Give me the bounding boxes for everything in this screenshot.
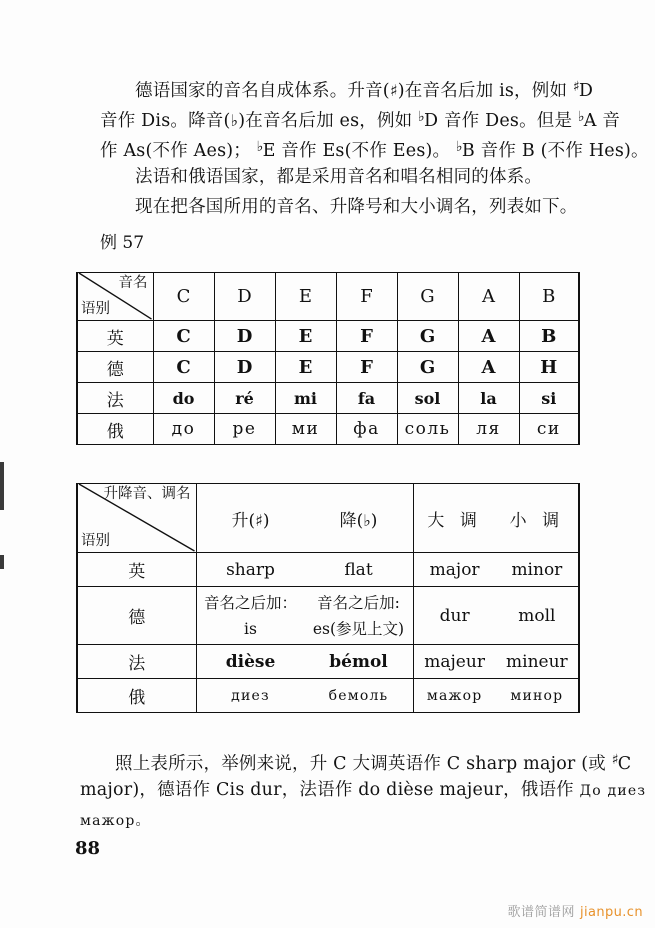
flat-term: bémol bbox=[329, 651, 388, 672]
table-cell: B bbox=[519, 273, 579, 321]
sharp-term-line1: 音名之后加： bbox=[203, 593, 297, 612]
table-cell: fa bbox=[336, 383, 397, 414]
flat-accidental-icon: ♭ bbox=[418, 109, 425, 125]
closing-line-2 bbox=[80, 775, 646, 805]
intro-line-2-text-d: A 音 bbox=[583, 111, 621, 131]
key-header-cell bbox=[413, 484, 579, 553]
flat-accidental-icon-2: ♭ bbox=[577, 109, 585, 125]
corner-label-language: 语别 bbox=[81, 301, 110, 317]
table-row bbox=[77, 352, 579, 383]
table-cell: G bbox=[397, 321, 458, 352]
major-term: majeur bbox=[424, 651, 485, 672]
sharp-header-text-b: ) bbox=[262, 510, 270, 531]
table-cell: B bbox=[519, 321, 579, 352]
table-cell: H bbox=[519, 352, 579, 383]
note-names-table bbox=[76, 272, 580, 445]
flat-term: flat bbox=[344, 559, 373, 580]
sharp-header-label bbox=[197, 506, 305, 531]
sharp-term-line2: is bbox=[244, 619, 257, 638]
table-cell: la bbox=[458, 383, 519, 414]
intro-paragraph bbox=[100, 72, 649, 222]
scan-edge-artifact bbox=[0, 555, 4, 569]
minor-term: moll bbox=[518, 605, 556, 626]
table-row bbox=[77, 587, 579, 645]
table-cell: F bbox=[336, 352, 397, 383]
table-cell: E bbox=[275, 321, 336, 352]
intro-line-1 bbox=[100, 72, 649, 102]
accidental-cell bbox=[196, 645, 413, 679]
corner-label-language: 语别 bbox=[81, 533, 110, 549]
site-watermark bbox=[507, 901, 643, 920]
sharp-header-text-a: 升( bbox=[231, 510, 256, 531]
example-label: 例 57 bbox=[100, 233, 145, 253]
row-language-label: 俄 bbox=[77, 679, 196, 713]
table-cell: си bbox=[519, 414, 579, 445]
intro-line-2 bbox=[100, 102, 649, 132]
key-cell bbox=[413, 645, 579, 679]
flat-term-line1: 音名之后加: bbox=[317, 593, 400, 612]
table-cell: D bbox=[214, 352, 275, 383]
table-row bbox=[77, 553, 579, 587]
table-row bbox=[77, 321, 579, 352]
table-cell: ля bbox=[458, 414, 519, 445]
table-cell: mi bbox=[275, 383, 336, 414]
table-cell: C bbox=[153, 321, 214, 352]
row-language-label: 德 bbox=[77, 352, 153, 383]
table-cell: G bbox=[397, 273, 458, 321]
row-language-label: 德 bbox=[77, 587, 196, 645]
page-number: 88 bbox=[75, 838, 101, 859]
table-cell: E bbox=[275, 273, 336, 321]
table-cell: do bbox=[153, 383, 214, 414]
flat-symbol-icon: ♭ bbox=[363, 510, 371, 530]
minor-term: minor bbox=[511, 559, 563, 580]
closing-line-2-russian: До диез bbox=[579, 783, 647, 799]
table-row bbox=[77, 383, 579, 414]
table-cell: D bbox=[214, 273, 275, 321]
accidental-cell bbox=[196, 553, 413, 587]
table1-corner-header bbox=[77, 273, 153, 321]
closing-line-3-russian: мажор。 bbox=[80, 813, 151, 829]
intro-line-1-text-a: 德语国家的音名自成体系。升音( bbox=[135, 81, 390, 101]
accidentals-keys-table bbox=[76, 483, 580, 713]
table-cell: ré bbox=[214, 383, 275, 414]
intro-line-3-text-c: B 音作 B (不作 Hes)。 bbox=[461, 141, 649, 161]
table-row bbox=[77, 645, 579, 679]
key-cell bbox=[413, 553, 579, 587]
row-language-label: 英 bbox=[77, 321, 153, 352]
intro-line-5: 现在把各国所用的音名、升降号和大小调名，列表如下。 bbox=[135, 197, 578, 217]
watermark-site-name: 歌谱简谱网 bbox=[507, 905, 575, 920]
closing-line-2-text: major)，德语作 Cis dur，法语作 do dièse majeur，俄语作 bbox=[80, 780, 580, 800]
minor-header-label: 小 调 bbox=[509, 510, 565, 531]
accidental-cell bbox=[196, 679, 413, 713]
row-language-label: 俄 bbox=[77, 414, 153, 445]
intro-line-3-text-b: E 音作 Es(不作 Ees)。 bbox=[262, 141, 457, 161]
sharp-symbol-icon: ♯ bbox=[255, 510, 263, 530]
sharp-symbol: ♯ bbox=[389, 81, 398, 100]
table-row bbox=[77, 414, 579, 445]
minor-term: минор bbox=[510, 687, 564, 704]
key-cell bbox=[413, 587, 579, 645]
major-term: dur bbox=[439, 605, 470, 626]
key-cell bbox=[413, 679, 579, 713]
closing-line-1-text: 照上表所示，举例来说，升 C 大调英语作 C sharp major (或 bbox=[115, 754, 612, 774]
flat-term: бемоль bbox=[328, 687, 389, 704]
row-language-label: 法 bbox=[77, 383, 153, 414]
flat-term-line2: es(参见上文) bbox=[312, 619, 405, 638]
accidental-line-2 bbox=[197, 616, 413, 642]
minor-term: mineur bbox=[506, 651, 568, 672]
table-cell: sol bbox=[397, 383, 458, 414]
closing-line-3 bbox=[80, 805, 646, 835]
intro-line-3 bbox=[100, 132, 649, 162]
table-cell: G bbox=[397, 352, 458, 383]
major-term: мажор bbox=[426, 687, 483, 704]
table-row bbox=[77, 679, 579, 713]
flat-header-text-a: 降( bbox=[339, 510, 364, 531]
sharp-term: sharp bbox=[226, 559, 275, 580]
table2-corner-header bbox=[77, 484, 196, 553]
table-cell: E bbox=[275, 352, 336, 383]
table-cell: ми bbox=[275, 414, 336, 445]
row-language-label: 英 bbox=[77, 553, 196, 587]
sharp-accidental-icon: ♯ bbox=[572, 79, 580, 95]
intro-line-2-text-a: 音作 Dis。降音( bbox=[100, 111, 231, 131]
table-cell: F bbox=[336, 321, 397, 352]
accidental-cell bbox=[196, 587, 413, 645]
row-language-label: 法 bbox=[77, 645, 196, 679]
intro-line-2-text-c: D 音作 Des。但是 bbox=[423, 111, 578, 131]
flat-accidental-icon-4: ♭ bbox=[456, 139, 463, 155]
table-cell: C bbox=[153, 352, 214, 383]
closing-line-1 bbox=[80, 745, 646, 775]
closing-paragraph bbox=[80, 745, 646, 835]
intro-line-3-text-a: 作 As(不作 Aes)； bbox=[100, 141, 257, 161]
intro-line-1-text-b: )在音名后加 is，例如 bbox=[397, 81, 573, 101]
table-cell: до bbox=[153, 414, 214, 445]
corner-label-category: 升降音、调名 bbox=[103, 486, 191, 502]
table-cell: A bbox=[458, 273, 519, 321]
intro-line-1-note: D bbox=[578, 81, 594, 101]
table-cell: A bbox=[458, 321, 519, 352]
table-cell: фа bbox=[336, 414, 397, 445]
watermark-domain: jianpu.cn bbox=[579, 905, 643, 920]
flat-header-label bbox=[305, 506, 413, 531]
flat-header-text-b: ) bbox=[370, 510, 378, 531]
intro-line-4: 法语和俄语国家，都是采用音名和唱名相同的体系。 bbox=[135, 167, 543, 187]
closing-line-1-note: C bbox=[617, 754, 632, 774]
table-row bbox=[77, 273, 579, 321]
table-cell: D bbox=[214, 321, 275, 352]
sharp-term: dièse bbox=[225, 651, 276, 672]
table-cell: F bbox=[336, 273, 397, 321]
accidental-header-cell bbox=[196, 484, 413, 553]
table-cell: ре bbox=[214, 414, 275, 445]
scan-edge-artifact bbox=[0, 462, 4, 510]
table-cell: A bbox=[458, 352, 519, 383]
major-header-label: 大 调 bbox=[427, 510, 482, 531]
corner-label-category: 音名 bbox=[118, 275, 148, 291]
sharp-term: диез bbox=[231, 687, 270, 704]
flat-symbol: ♭ bbox=[230, 111, 239, 130]
major-term: major bbox=[429, 559, 480, 580]
table-cell: si bbox=[519, 383, 579, 414]
flat-accidental-icon-3: ♭ bbox=[256, 139, 264, 155]
table-cell: C bbox=[153, 273, 214, 321]
table-row bbox=[77, 484, 579, 553]
table-cell: соль bbox=[397, 414, 458, 445]
intro-line-2-text-b: )在音名后加 es，例如 bbox=[238, 111, 419, 131]
sharp-accidental-icon-5: ♯ bbox=[611, 752, 619, 768]
accidental-line-1 bbox=[197, 590, 413, 616]
